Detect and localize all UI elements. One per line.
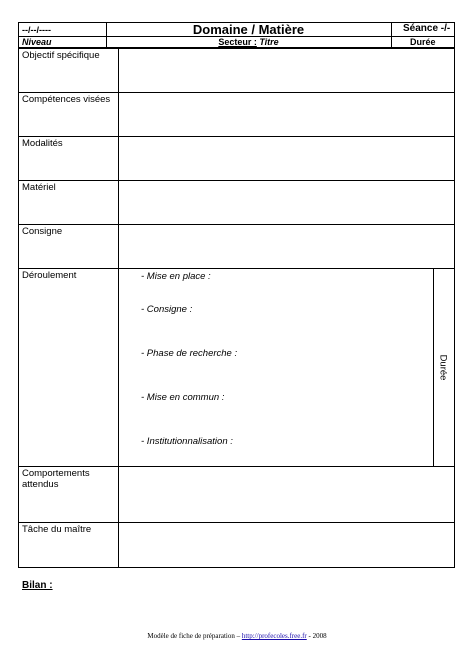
row-objectif xyxy=(18,48,455,93)
step-consigne: - Consigne : xyxy=(141,304,193,315)
footer-suffix: - 2008 xyxy=(306,632,327,640)
row-tache xyxy=(18,522,455,568)
date-field[interactable]: --/--/---- xyxy=(22,25,51,35)
step-phase-recherche: - Phase de recherche : xyxy=(141,348,238,359)
domain-title: Domaine / Matière xyxy=(192,22,305,37)
footer xyxy=(0,632,474,640)
row-modalites xyxy=(18,136,455,181)
duree-label: Durée xyxy=(410,37,436,47)
footer-prefix: Modèle de fiche de préparation – xyxy=(147,632,242,640)
competences-label: Compétences visées xyxy=(22,94,111,105)
seance-field[interactable]: Séance -/- xyxy=(403,23,451,34)
tache-label: Tâche du maître xyxy=(22,524,92,535)
row-comportements xyxy=(18,466,455,523)
secteur-value: Titre xyxy=(259,37,279,47)
consigne-label: Consigne xyxy=(22,226,63,237)
secteur-block xyxy=(106,37,391,47)
comportements-label-line2: attendus xyxy=(22,479,59,490)
deroulement-duree-label: Durée xyxy=(437,354,449,381)
objectif-label: Objectif spécifique xyxy=(22,50,100,61)
step-mise-en-commun: - Mise en commun : xyxy=(141,392,225,403)
bilan-label: Bilan : xyxy=(22,580,53,591)
footer-link[interactable]: http://profecoles.free.fr xyxy=(241,632,307,640)
row-materiel xyxy=(18,180,455,225)
step-mise-en-place: - Mise en place : xyxy=(141,271,211,282)
niveau-label: Niveau xyxy=(22,37,52,47)
header-table xyxy=(18,22,455,48)
row-deroulement xyxy=(18,268,455,467)
deroulement-label: Déroulement xyxy=(22,270,77,281)
secteur-label: Secteur : xyxy=(218,37,257,47)
materiel-label: Matériel xyxy=(22,182,56,193)
step-institutionnalisation: - Institutionnalisation : xyxy=(141,436,233,447)
modalites-label: Modalités xyxy=(22,138,63,149)
row-competences xyxy=(18,92,455,137)
row-consigne xyxy=(18,224,455,269)
comportements-label-line1: Comportements xyxy=(22,468,90,479)
